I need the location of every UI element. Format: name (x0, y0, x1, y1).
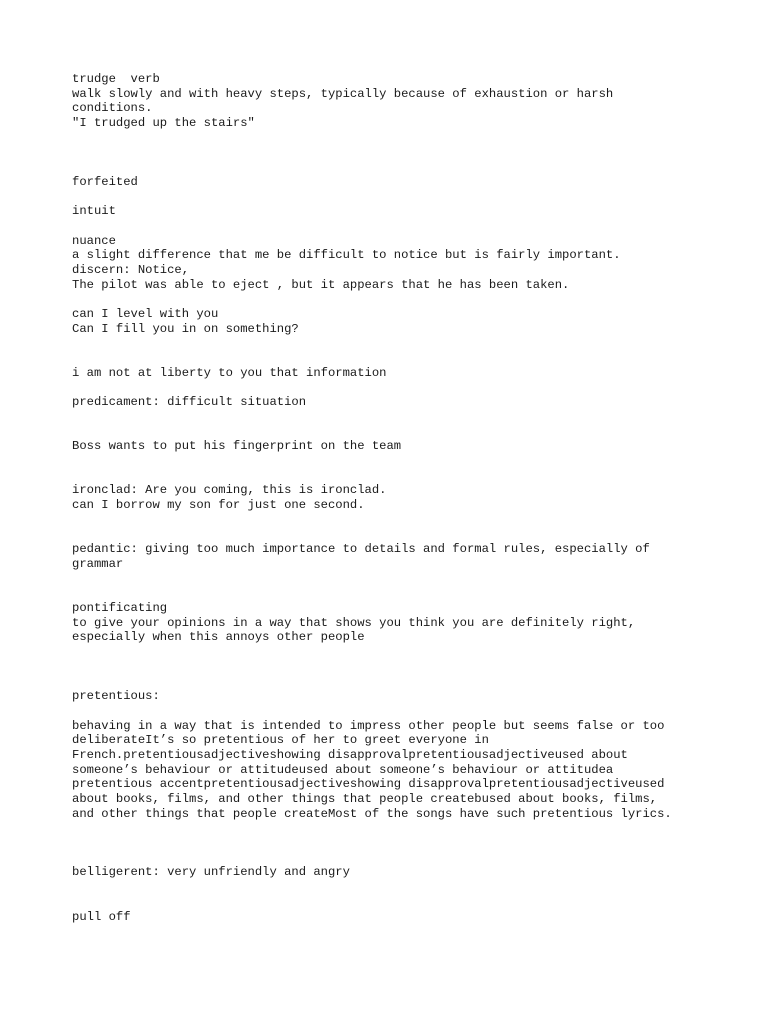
entry-line: belligerent: very unfriendly and angry (72, 865, 350, 880)
entry-line: trudge verb (72, 72, 160, 86)
entry-pontificating (72, 601, 712, 645)
entry-line: The pilot was able to eject , but it appears that he has been taken. (72, 277, 570, 292)
spacer (72, 821, 712, 865)
entry-line: a slight difference that me be difficult to notice but is fairly important. (72, 248, 621, 263)
entry-predicament (72, 395, 712, 410)
entry-belligerent (72, 865, 712, 880)
spacer (72, 880, 712, 909)
entry-line: to give your opinions in a way that shows you think you are definitely right, (72, 615, 636, 630)
entry-ironclad (72, 483, 712, 512)
entry-line: walk slowly and with heavy steps, typically because of exhaustion or harsh (72, 86, 614, 101)
entry-line: about books, films, and other things that people createbused about books, films, (72, 792, 658, 807)
spacer (72, 190, 712, 205)
entry-forfeited (72, 175, 712, 190)
document-page (72, 72, 712, 924)
entry-intuit (72, 204, 712, 219)
entry-pretentious-heading (72, 689, 712, 704)
spacer (72, 704, 712, 719)
spacer (72, 454, 712, 483)
entry-line: pull off (72, 909, 131, 924)
entry-line: "I trudged up the stairs" (72, 116, 255, 131)
entry-trudge (72, 72, 712, 131)
entry-line: Boss wants to put his fingerprint on the team (72, 439, 402, 454)
entry-level-with-you (72, 307, 712, 336)
entry-line: Can I fill you in on something? (72, 321, 299, 336)
entry-line: and other things that people createMost of the songs have such pretentious lyrics. (72, 806, 672, 821)
entry-line: can I borrow my son for just one second. (72, 498, 365, 513)
entry-line: pontificating (72, 601, 168, 616)
entry-pretentious-definition (72, 719, 712, 822)
entry-line: predicament: difficult situation (72, 395, 307, 410)
spacer (72, 572, 712, 601)
entry-not-at-liberty (72, 366, 712, 381)
entry-line: grammar (72, 556, 124, 571)
spacer (72, 337, 712, 366)
entry-line: i am not at liberty to you that information (72, 365, 387, 380)
entry-pedantic (72, 542, 712, 571)
entry-line: pretentious: (72, 689, 160, 704)
entry-pull-off (72, 910, 712, 925)
entry-line: nuance (72, 233, 116, 248)
spacer (72, 513, 712, 542)
entry-line: ironclad: Are you coming, this is ironclad. (72, 483, 387, 498)
entry-line: pedantic: giving too much importance to details and formal rules, especially of (72, 542, 650, 557)
entry-line: can I level with you (72, 307, 219, 322)
spacer (72, 131, 712, 175)
entry-line: deliberateIt’s so pretentious of her to greet everyone in (72, 733, 489, 748)
entry-line: behaving in a way that is intended to impress other people but seems false or too (72, 718, 665, 733)
entry-line: conditions. (72, 101, 153, 116)
spacer (72, 292, 712, 307)
spacer (72, 381, 712, 396)
entry-line: French.pretentiousadjectiveshowing disapprovalpretentiousadjectiveused about (72, 747, 628, 762)
entry-fingerprint (72, 439, 712, 454)
entry-line: pretentious accentpretentiousadjectiveshowing disapprovalpretentiousadjectiveused (72, 777, 665, 792)
spacer (72, 219, 712, 234)
entry-nuance (72, 234, 712, 293)
entry-line: someone’s behaviour or attitudeused about someone’s behaviour or attitudea (72, 762, 614, 777)
spacer (72, 410, 712, 439)
spacer (72, 645, 712, 689)
entry-line: intuit (72, 204, 116, 219)
entry-line: discern: Notice, (72, 263, 190, 277)
entry-line: forfeited (72, 174, 138, 189)
entry-line: especially when this annoys other people (72, 630, 365, 645)
